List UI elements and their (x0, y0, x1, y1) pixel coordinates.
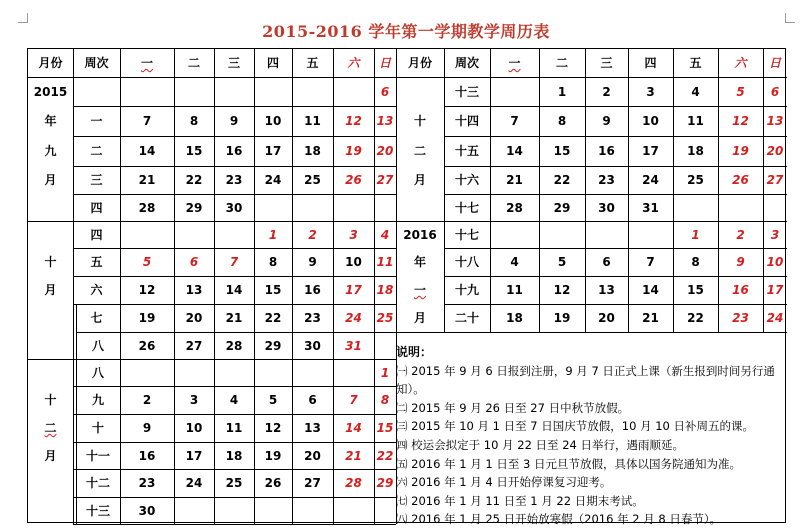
date-cell: 19 (553, 311, 571, 325)
date-cell: 2 (308, 227, 317, 242)
date-cell: 26 (732, 173, 749, 187)
date-cell: 10 (642, 114, 659, 128)
grid-line (73, 497, 396, 498)
grid-line (292, 49, 293, 524)
week-cell: 十四 (454, 114, 479, 128)
notes-heading: 说明： (396, 345, 433, 359)
header-day: 六 (734, 56, 747, 70)
date-cell: 5 (142, 255, 152, 269)
grid-line (539, 49, 540, 332)
grid-line (585, 49, 586, 332)
grid-line (628, 49, 629, 332)
date-cell: 28 (345, 476, 362, 490)
date-cell: 6 (602, 255, 611, 269)
date-cell: 30 (225, 200, 243, 215)
month-label: 二 (413, 144, 426, 158)
grid-line (28, 221, 396, 222)
date-cell: 10 (766, 255, 784, 269)
date-cell: 5 (736, 84, 745, 99)
date-cell: 4 (691, 84, 700, 99)
date-cell: 16 (225, 144, 243, 158)
date-cell: 16 (598, 144, 615, 158)
header-week: 周次 (84, 56, 109, 70)
header-day: 六 (347, 56, 360, 70)
grid-line (333, 49, 334, 524)
date-cell: 19 (732, 144, 749, 158)
week-cell: 七 (90, 311, 103, 325)
month-label: 月 (44, 448, 57, 463)
grid-line (73, 386, 396, 387)
date-cell: 12 (732, 114, 749, 128)
date-cell: 7 (510, 114, 519, 128)
note-item: ㈢ 2015 年 10 月 1 日至 7 日国庆节放假，10 月 10 日补周五的课。 (396, 419, 755, 434)
date-cell: 16 (138, 448, 156, 463)
date-cell: 9 (602, 114, 611, 128)
date-cell: 23 (225, 173, 243, 187)
month-label: 十 (44, 393, 57, 407)
date-cell: 29 (264, 338, 282, 353)
grid-line (73, 166, 396, 167)
date-cell: 14 (642, 283, 659, 297)
month-label: 2015 (33, 84, 68, 99)
date-cell: 25 (376, 311, 394, 325)
date-cell: 31 (345, 338, 362, 353)
date-cell: 26 (138, 338, 156, 353)
week-cell: 十三 (454, 84, 479, 99)
grid-line (444, 276, 787, 277)
date-cell: 24 (345, 311, 362, 325)
date-cell: 21 (642, 311, 659, 325)
date-cell: 3 (646, 84, 655, 99)
date-cell: 27 (304, 476, 321, 490)
date-cell: 30 (304, 338, 321, 353)
date-cell: 11 (304, 114, 321, 128)
calendar-table (27, 48, 786, 527)
grid-line (73, 276, 396, 277)
date-cell: 5 (557, 255, 567, 269)
date-cell: 18 (225, 448, 243, 463)
month-label: 2016 (403, 227, 437, 242)
date-cell: 22 (264, 311, 282, 325)
date-cell: 20 (766, 144, 784, 158)
week-cell: 十八 (454, 255, 479, 269)
grid-line (73, 49, 74, 332)
grid-line (214, 49, 215, 524)
week-cell: 一 (90, 114, 103, 128)
date-cell: 28 (138, 200, 156, 215)
header-day: 五 (306, 56, 319, 70)
header-week: 周次 (454, 56, 479, 70)
date-cell: 20 (185, 311, 203, 325)
grid-line (444, 136, 787, 137)
date-cell: 14 (506, 144, 523, 158)
date-cell: 8 (380, 393, 390, 407)
grid-line (76, 332, 396, 333)
month-label: 月 (413, 311, 426, 325)
date-cell: 21 (506, 173, 523, 187)
date-cell: 27 (185, 338, 203, 353)
header-day: 五 (689, 56, 702, 70)
week-cell: 十一 (85, 448, 110, 463)
date-cell: 19 (345, 144, 362, 158)
date-cell: 25 (225, 476, 243, 490)
date-cell: 27 (376, 173, 394, 187)
grid-line (73, 332, 74, 524)
month-label: 年 (413, 255, 426, 269)
month-label: 二 (44, 421, 57, 435)
date-cell: 8 (268, 255, 278, 269)
note-item: ㈦ 2016 年 1 月 11 日至 1 月 22 日期末考试。 (396, 493, 644, 508)
note-item: ㈠ 2015 年 9 月 6 日报到注册，9 月 7 日正式上课（新生报到时间另行通知）。 (396, 363, 775, 397)
date-cell: 21 (225, 311, 243, 325)
date-cell: 17 (345, 283, 362, 297)
month-label: 一 (413, 283, 426, 297)
grid-line (174, 49, 175, 524)
date-cell: 7 (646, 255, 655, 269)
date-cell: 2 (602, 84, 611, 99)
grid-line (444, 106, 787, 107)
week-cell: 五 (90, 255, 103, 269)
date-cell: 7 (142, 114, 152, 128)
date-cell: 24 (642, 173, 659, 187)
grid-line (718, 49, 719, 332)
note-item: ㈥ 2016 年 1 月 4 日开始停课复习迎考。 (396, 475, 612, 490)
month-label: 年 (44, 114, 57, 128)
header-month: 月份 (407, 56, 432, 70)
date-cell: 4 (380, 227, 390, 242)
date-cell: 17 (642, 144, 659, 158)
week-cell: 十 (91, 421, 104, 435)
date-cell: 8 (691, 255, 700, 269)
header-day: 日 (378, 56, 391, 70)
header-day: 二 (555, 56, 568, 70)
page-title: 2015-2016 学年第一学期教学周历表 (262, 22, 550, 41)
date-cell: 12 (264, 421, 282, 435)
header-day: 一 (508, 56, 521, 70)
date-cell: 16 (304, 283, 321, 297)
month-label: 月 (44, 173, 57, 187)
week-cell: 四 (90, 200, 103, 215)
date-cell: 17 (185, 448, 203, 463)
grid-line (444, 304, 787, 305)
date-cell: 20 (598, 311, 615, 325)
date-cell: 3 (189, 393, 199, 407)
date-cell: 28 (506, 200, 523, 215)
grid-line (73, 136, 396, 137)
date-cell: 22 (376, 448, 394, 463)
week-cell (73, 77, 120, 106)
date-cell: 26 (264, 476, 282, 490)
header-day: 三 (227, 56, 240, 70)
header-day: 二 (187, 56, 200, 70)
header-day: 四 (644, 56, 657, 70)
date-cell: 20 (376, 144, 394, 158)
week-cell: 六 (90, 283, 103, 297)
date-cell: 23 (598, 173, 615, 187)
date-cell: 21 (345, 448, 362, 463)
date-cell: 10 (345, 255, 362, 269)
notes-section (396, 343, 788, 529)
grid-line (73, 304, 396, 305)
date-cell: 15 (185, 144, 203, 158)
date-cell: 15 (264, 283, 282, 297)
date-cell: 11 (687, 114, 704, 128)
date-cell: 1 (380, 365, 390, 380)
header-day: 四 (266, 56, 279, 70)
date-cell: 16 (732, 283, 749, 297)
grid-line (444, 248, 787, 249)
date-cell: 28 (225, 338, 243, 353)
week-cell: 十二 (85, 476, 110, 490)
date-cell: 18 (376, 283, 394, 297)
date-cell: 3 (770, 227, 780, 242)
date-cell: 23 (304, 311, 321, 325)
header-month: 月份 (38, 56, 63, 70)
date-cell: 29 (553, 200, 571, 215)
date-cell: 25 (304, 173, 321, 187)
week-cell: 二 (90, 144, 103, 158)
date-cell: 20 (304, 448, 321, 463)
date-cell: 19 (138, 311, 156, 325)
date-cell: 17 (766, 283, 784, 297)
week-cell: 八 (91, 365, 104, 380)
week-cell: 十六 (454, 173, 479, 187)
date-cell: 15 (553, 144, 571, 158)
month-label: 月 (44, 283, 57, 297)
grid-line (444, 166, 787, 167)
date-cell: 14 (225, 283, 243, 297)
date-cell: 7 (229, 255, 239, 269)
month-label: 十 (413, 114, 426, 128)
week-cell: 八 (91, 338, 104, 353)
date-cell: 4 (510, 255, 519, 269)
date-cell: 23 (732, 311, 749, 325)
corner-mark-tr (785, 13, 795, 23)
date-cell: 2 (142, 393, 152, 407)
date-cell: 26 (345, 173, 362, 187)
date-cell: 1 (268, 227, 278, 242)
date-cell: 22 (553, 173, 571, 187)
date-cell: 14 (345, 421, 362, 435)
header-day: 三 (600, 56, 613, 70)
month-label: 九 (44, 144, 57, 158)
note-item: ㈤ 2016 年 1 月 1 日至 3 日元旦节放假，具体以国务院通知为准。 (396, 456, 741, 471)
grid-line (763, 49, 764, 332)
date-cell: 3 (349, 227, 358, 242)
week-cell: 四 (90, 227, 103, 242)
date-cell: 9 (308, 255, 317, 269)
date-cell: 17 (264, 144, 282, 158)
grid-line (73, 524, 396, 525)
date-cell: 15 (687, 283, 704, 297)
grid-line (73, 414, 396, 415)
grid-line (374, 49, 375, 524)
date-cell: 24 (264, 173, 282, 187)
grid-line (73, 248, 396, 249)
date-cell: 30 (138, 503, 156, 518)
date-cell: 27 (766, 173, 784, 187)
date-cell: 9 (142, 421, 152, 435)
date-cell: 29 (376, 476, 394, 490)
grid-line (254, 49, 255, 524)
grid-line (396, 221, 787, 222)
date-cell: 10 (185, 421, 203, 435)
grid-line (444, 49, 445, 332)
date-cell: 31 (642, 200, 659, 215)
month-label: 十 (44, 255, 57, 269)
note-item: ㈧ 2016 年 1 月 25 日开始放寒假（2016 年 2 月 8 日春节）。 (396, 512, 722, 527)
date-cell: 22 (687, 311, 704, 325)
date-cell: 29 (185, 200, 203, 215)
date-cell: 13 (598, 283, 615, 297)
date-cell: 21 (138, 173, 156, 187)
date-cell: 25 (687, 173, 704, 187)
grid-line (28, 359, 396, 360)
week-cell: 十三 (85, 503, 110, 518)
date-cell: 8 (557, 114, 567, 128)
date-cell: 4 (229, 393, 239, 407)
grid-line (73, 442, 396, 443)
note-item: ㈡ 2015 年 9 月 26 日至 27 日中秋节放假。 (396, 400, 630, 415)
week-cell: 十七 (454, 227, 479, 242)
date-cell: 30 (598, 200, 615, 215)
date-cell: 12 (553, 283, 571, 297)
grid-line (673, 49, 674, 332)
date-cell: 9 (736, 255, 745, 269)
date-cell: 6 (189, 255, 199, 269)
date-cell: 13 (185, 283, 203, 297)
header-day: 一 (140, 56, 153, 70)
date-cell: 14 (138, 144, 156, 158)
grid-line (28, 77, 787, 78)
date-cell: 24 (185, 476, 203, 490)
date-cell: 5 (268, 393, 278, 407)
date-cell: 18 (687, 144, 704, 158)
date-cell: 7 (349, 393, 358, 407)
date-cell: 11 (506, 283, 523, 297)
date-cell: 1 (557, 84, 567, 99)
date-cell: 24 (766, 311, 784, 325)
grid-line (444, 194, 787, 195)
date-cell: 12 (138, 283, 156, 297)
date-cell: 18 (304, 144, 321, 158)
date-cell: 10 (264, 114, 282, 128)
date-cell: 6 (380, 84, 390, 99)
date-cell: 6 (308, 393, 317, 407)
week-cell: 十七 (454, 200, 479, 215)
week-cell: 二十 (454, 311, 479, 325)
date-cell: 13 (766, 114, 784, 128)
date-cell: 18 (506, 311, 523, 325)
date-cell: 13 (304, 421, 321, 435)
date-cell: 22 (185, 173, 203, 187)
grid-line (396, 332, 787, 333)
grid-line (490, 49, 491, 332)
date-cell: 9 (229, 114, 239, 128)
month-label: 月 (413, 173, 426, 187)
date-cell: 11 (225, 421, 243, 435)
date-cell: 15 (376, 421, 394, 435)
date-cell: 19 (264, 448, 282, 463)
grid-line (73, 469, 396, 470)
week-cell: 三 (90, 173, 103, 187)
date-cell: 2 (736, 227, 745, 242)
date-cell: 8 (189, 114, 199, 128)
date-cell: 6 (770, 84, 780, 99)
grid-line (73, 194, 396, 195)
grid-line (120, 49, 121, 524)
week-cell: 十五 (454, 144, 479, 158)
corner-mark-tl (18, 13, 28, 23)
date-cell: 1 (691, 227, 700, 242)
note-item: ㈣ 校运会拟定于 10 月 22 日至 24 日举行，遇雨顺延。 (396, 437, 684, 452)
grid-line (73, 106, 396, 107)
date-cell: 23 (138, 476, 156, 490)
week-cell: 十九 (454, 283, 479, 297)
week-cell: 九 (91, 393, 104, 407)
date-cell: 12 (345, 114, 362, 128)
date-cell: 13 (376, 114, 394, 128)
date-cell: 11 (376, 255, 394, 269)
header-day: 日 (768, 56, 781, 70)
